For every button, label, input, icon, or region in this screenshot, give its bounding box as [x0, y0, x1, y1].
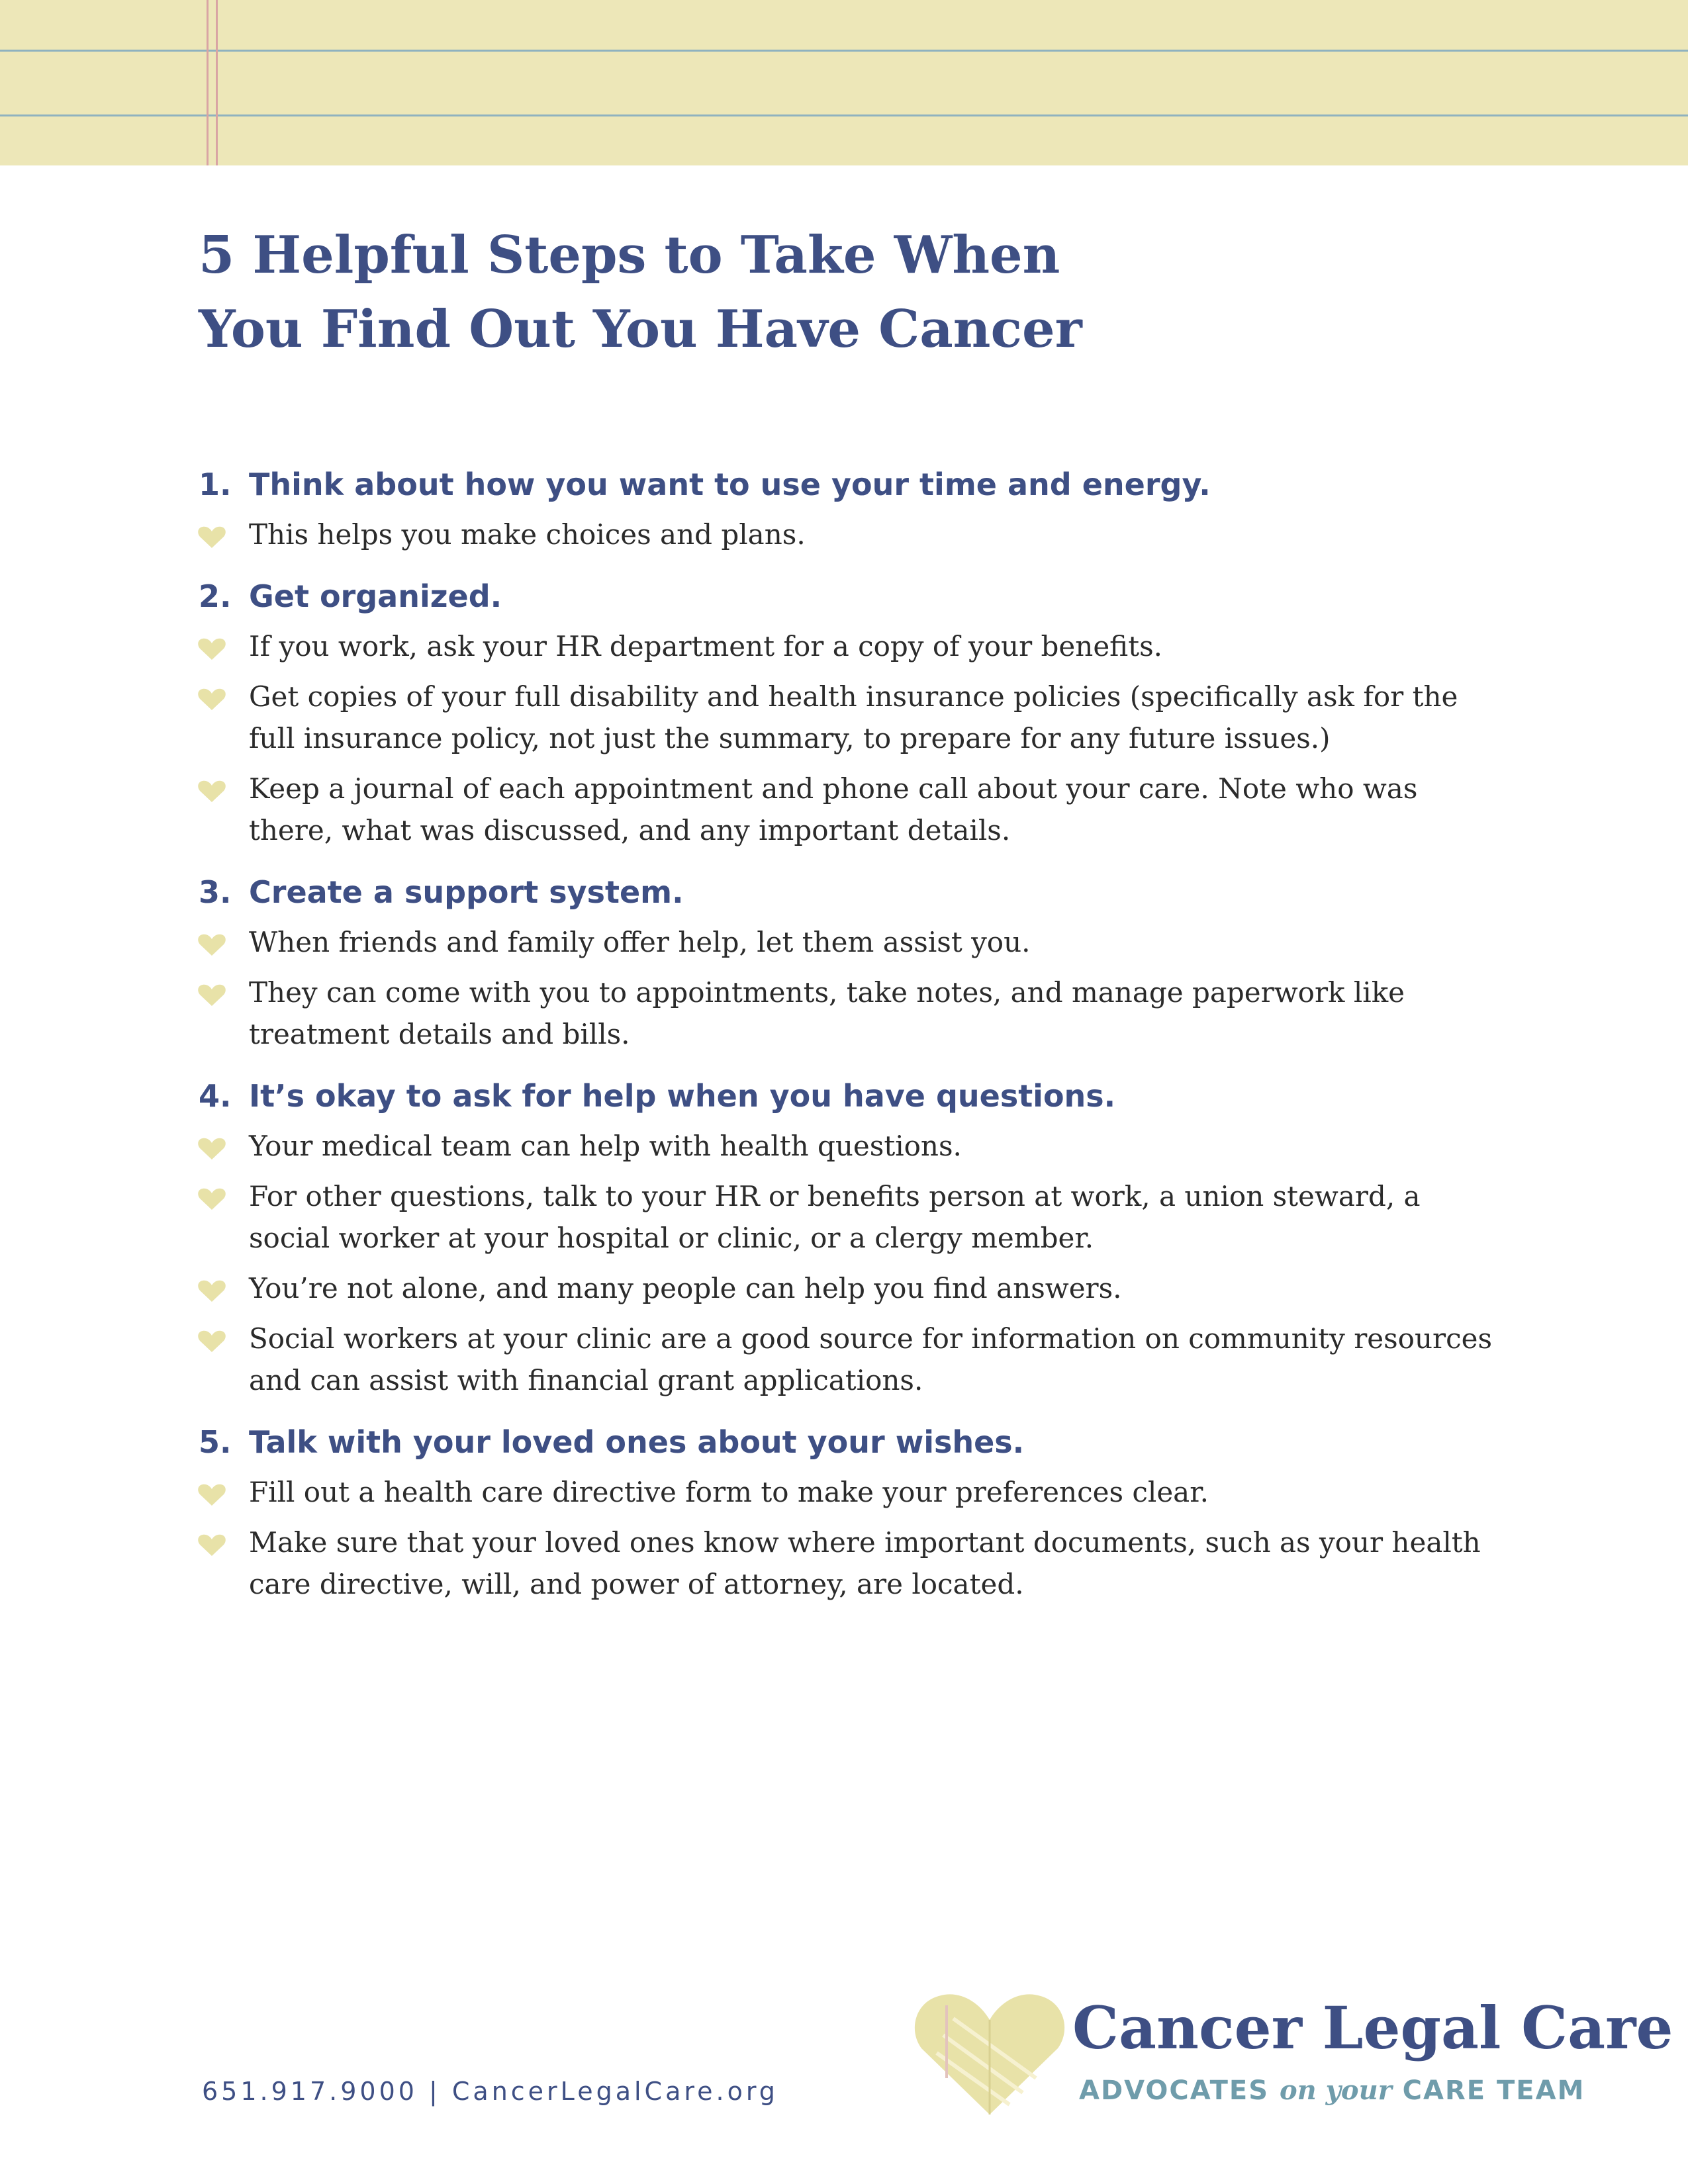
bullet-text: If you work, ask your HR department for a copy of your benefits.	[249, 630, 1162, 662]
step-number: 5.	[199, 1424, 232, 1460]
step-heading-text: Create a support system.	[249, 874, 684, 910]
heart-bullet-icon	[197, 1187, 226, 1211]
step-2	[199, 575, 1496, 851]
step-heading	[199, 871, 1496, 913]
heart-bullet-icon	[197, 525, 226, 549]
step-number: 1.	[199, 467, 232, 502]
notepad-header-band	[0, 0, 1688, 165]
step-heading	[199, 575, 1496, 617]
bullet-text: Your medical team can help with health questions.	[249, 1130, 962, 1162]
step-heading-text: Think about how you want to use your time and energy.	[249, 467, 1211, 502]
notepad-rule-line	[0, 50, 1688, 52]
page-title	[199, 218, 1082, 367]
heart-bullet-icon	[197, 1483, 226, 1507]
bullet-item	[199, 1318, 1496, 1401]
notepad-margin-line	[216, 0, 218, 165]
heart-bullet-icon	[197, 780, 226, 803]
page-title-line-1: 5 Helpful Steps to Take When	[199, 225, 1060, 285]
bullet-text: Keep a journal of each appointment and phone call about your care. Note who was there, what was discussed, and any important details.	[249, 772, 1418, 846]
step-heading-text: Get organized.	[249, 578, 502, 614]
bullet-item	[199, 972, 1496, 1055]
bullet-text: This helps you make choices and plans.	[249, 518, 806, 551]
step-number: 3.	[199, 874, 232, 910]
step-heading-text: It’s okay to ask for help when you have questions.	[249, 1078, 1116, 1114]
bullet-text: Fill out a health care directive form to make your preferences clear.	[249, 1476, 1209, 1508]
bullet-item	[199, 514, 1496, 555]
heart-bullet-icon	[197, 688, 226, 711]
bullet-item	[199, 1125, 1496, 1167]
steps-list	[199, 463, 1496, 1625]
heart-bullet-icon	[197, 1279, 226, 1303]
logo-tagline-part: CARE TEAM	[1391, 2075, 1585, 2106]
step-4	[199, 1075, 1496, 1401]
page-title-line-2: You Find Out You Have Cancer	[199, 299, 1082, 359]
bullet-text: When friends and family offer help, let them assist you.	[249, 926, 1031, 958]
heart-bullet-icon	[197, 983, 226, 1007]
bullet-item	[199, 921, 1496, 963]
logo-name: Cancer Legal Care	[1072, 1993, 1673, 2062]
bullet-text: Get copies of your full disability and health insurance policies (specifically ask for the full insurance policy, not just the summary, to prepare for any future issues.)	[249, 680, 1458, 754]
bullet-text: For other questions, talk to your HR or benefits person at work, a union steward, a social worker at your hospital or clinic, or a clergy member.	[249, 1180, 1421, 1254]
heart-bullet-icon	[197, 1137, 226, 1161]
step-heading-text: Talk with your loved ones about your wishes.	[249, 1424, 1025, 1460]
logo-tagline	[1079, 2075, 1585, 2106]
heart-bullet-icon	[197, 1533, 226, 1557]
step-heading	[199, 1075, 1496, 1117]
logo-tagline-italic: on your	[1279, 2075, 1392, 2106]
step-heading	[199, 1421, 1496, 1463]
step-1	[199, 463, 1496, 555]
bullet-item	[199, 1267, 1496, 1309]
bullet-item	[199, 625, 1496, 667]
bullet-item	[199, 1471, 1496, 1513]
bullet-item	[199, 768, 1496, 851]
footer-contact: 651.917.9000 | CancerLegalCare.org	[202, 2077, 778, 2106]
step-number: 2.	[199, 578, 232, 614]
step-heading	[199, 463, 1496, 506]
notepad-margin-line	[207, 0, 209, 165]
bullet-text: Social workers at your clinic are a good source for information on community resources and can assist with financial grant applications.	[249, 1322, 1493, 1396]
step-5	[199, 1421, 1496, 1605]
bullet-item	[199, 1522, 1496, 1605]
step-3	[199, 871, 1496, 1055]
logo-tagline-part: ADVOCATES	[1079, 2075, 1280, 2106]
bullet-text: Make sure that your loved ones know where important documents, such as your health care directive, will, and power of attorney, are located.	[249, 1526, 1481, 1600]
heart-bullet-icon	[197, 933, 226, 957]
bullet-item	[199, 676, 1496, 759]
heart-notepad-icon	[914, 1979, 1066, 2118]
bullet-text: You’re not alone, and many people can help you find answers.	[249, 1272, 1122, 1304]
bullet-text: They can come with you to appointments, take notes, and manage paperwork like treatment details and bills.	[249, 976, 1405, 1050]
step-number: 4.	[199, 1078, 232, 1114]
notepad-rule-line	[0, 114, 1688, 116]
heart-bullet-icon	[197, 1330, 226, 1353]
heart-bullet-icon	[197, 637, 226, 661]
bullet-item	[199, 1175, 1496, 1259]
